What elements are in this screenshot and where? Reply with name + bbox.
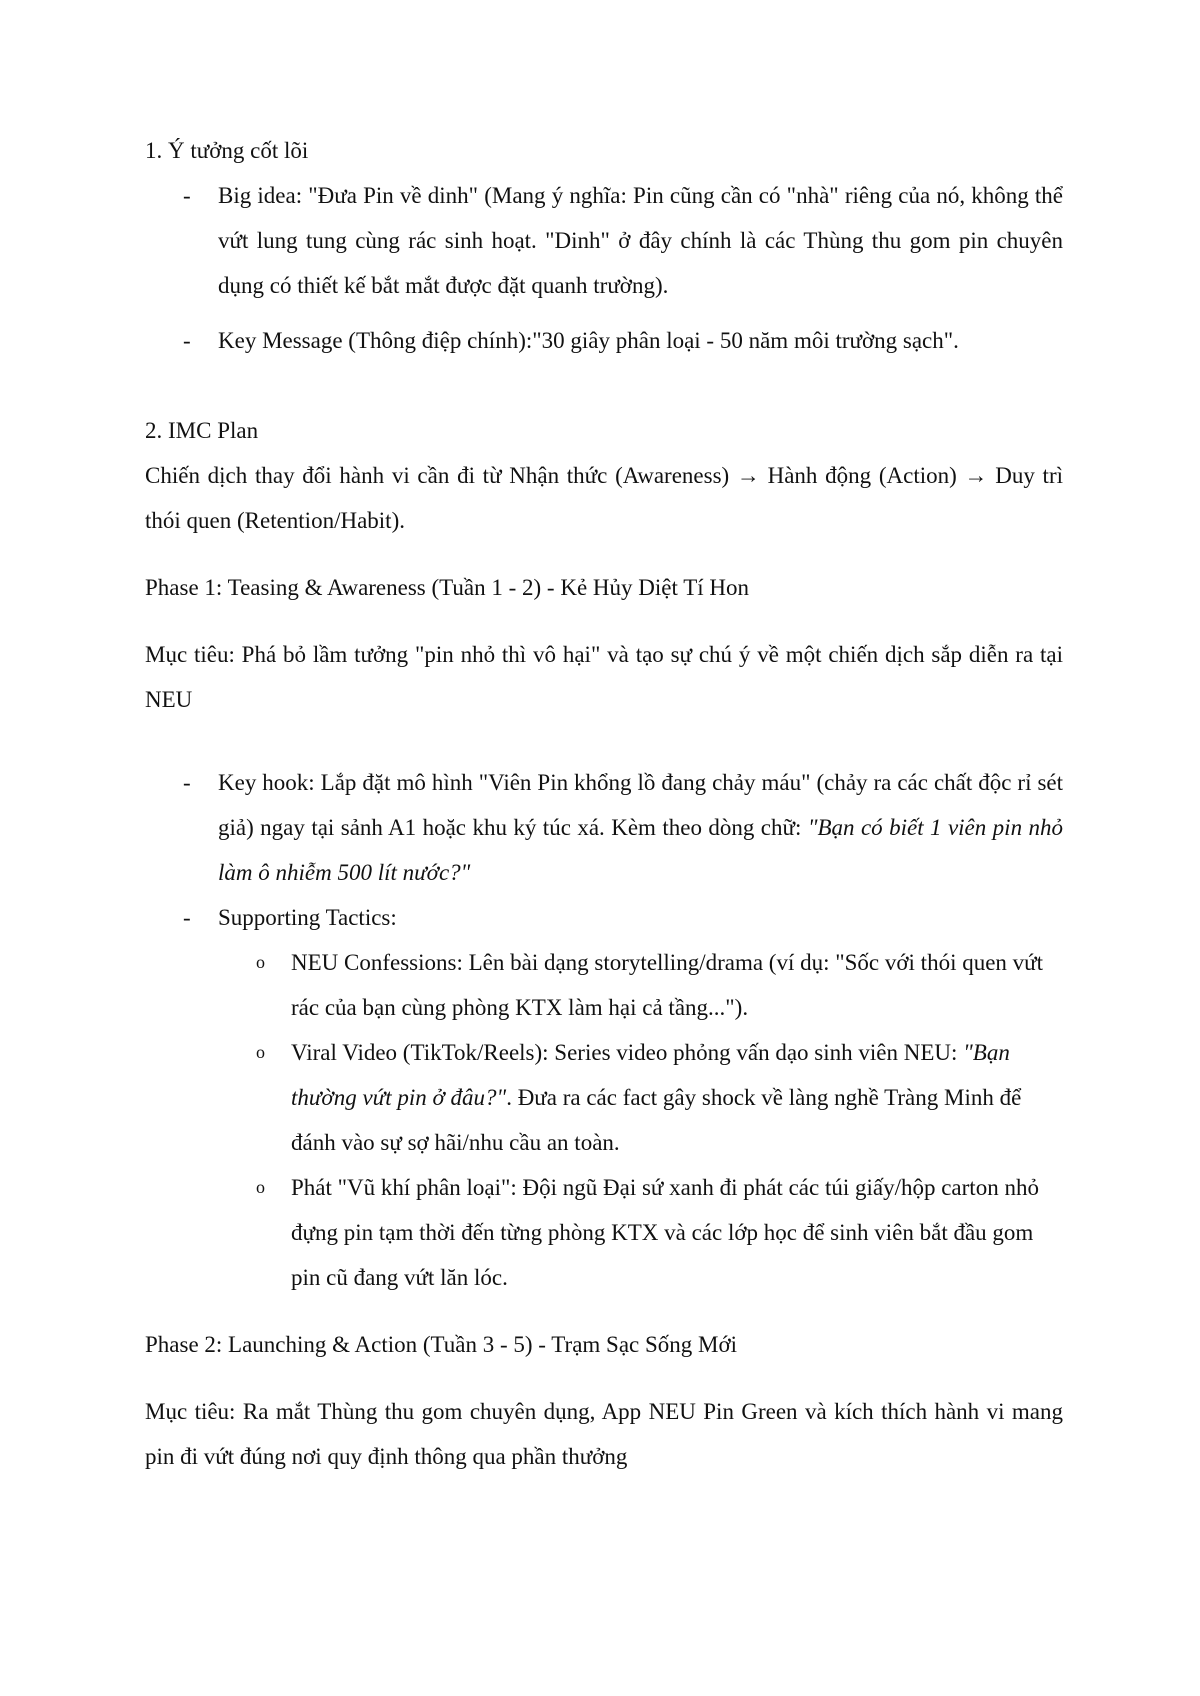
bullet-dash: - [183,328,191,353]
phase2-goal: Mục tiêu: Ra mắt Thùng thu gom chuyên dụng, App NEU Pin Green và kích thích hành vi mang pin đi vứt đúng nơi quy định thông qua phần thưởng [145,1399,1063,1469]
bullet-circle: o [256,1042,265,1062]
key-hook-quote: "Bạn có biết 1 viên pin nhỏ làm ô nhiễm 500 lít nước?" [218,815,1064,885]
bullet-circle: o [256,1177,265,1197]
tactic-viral-video-quote: "Bạn thường vứt pin ở đâu?" [291,1040,1010,1110]
tactic-viral-video-prefix: Viral Video (TikTok/Reels): Series video phỏng vấn dạo sinh viên NEU: [291,1040,964,1065]
key-hook-item [218,760,1063,895]
imc-plan-heading: 2. IMC Plan [145,418,259,443]
phase1-goal: Mục tiêu: Phá bỏ lầm tưởng "pin nhỏ thì vô hại" và tạo sự chú ý về một chiến dịch sắp diễn ra tại NEU [145,642,1063,712]
phase2-title: Phase 2: Launching & Action (Tuần 3 - 5) - Trạm Sạc Sống Mới [145,1332,738,1357]
big-idea-text: Big idea: "Đưa Pin về dinh" (Mang ý nghĩa: Pin cũng cần có "nhà" riêng của nó, không thể vứt lung tung cùng rác sinh hoạt. "Dinh" ở đây chính là các Thùng thu gom pin chuyên dụng có thiết kế bắt mắt được đặt quanh trường). [218,183,1063,298]
bullet-circle: o [256,952,265,972]
bullet-dash: - [183,770,191,795]
bullet-dash: - [183,183,191,208]
phase1-title: Phase 1: Teasing & Awareness (Tuần 1 - 2) - Kẻ Hủy Diệt Tí Hon [145,575,749,600]
bullet-dash: - [183,905,191,930]
key-hook-text: Key hook: Lắp đặt mô hình "Viên Pin khổng lồ đang chảy máu" (chảy ra các chất độc rỉ sét giả) ngay tại sảnh A1 hoặc khu ký túc xá. Kèm theo dòng chữ: [218,770,1063,840]
tactic-sorting-weapon: Phát "Vũ khí phân loại": Đội ngũ Đại sứ xanh đi phát các túi giấy/hộp carton nhỏ đựng pin tạm thời đến từng phòng KTX và các lớp học để sinh viên bắt đầu gom pin cũ đang vứt lăn lóc. [291,1175,1039,1290]
imc-intro-paragraph: Chiến dịch thay đổi hành vi cần đi từ Nhận thức (Awareness) → Hành động (Action) → Duy trì thói quen (Retention/Habit). [145,463,1063,533]
supporting-tactics-label: Supporting Tactics: [218,905,397,930]
core-idea-heading: 1. Ý tưởng cốt lõi [145,138,309,163]
tactic-confessions: NEU Confessions: Lên bài dạng storytelling/drama (ví dụ: "Sốc với thói quen vứt rác của bạn cùng phòng KTX làm hại cả tầng..."). [291,950,1044,1020]
tactic-viral-video [291,1030,1051,1165]
tactic-viral-video-suffix: . Đưa ra các fact gây shock về làng nghề Tràng Minh để đánh vào sự sợ hãi/nhu cầu an toàn. [291,1085,1022,1155]
key-message-text: Key Message (Thông điệp chính):"30 giây phân loại - 50 năm môi trường sạch". [218,328,959,353]
